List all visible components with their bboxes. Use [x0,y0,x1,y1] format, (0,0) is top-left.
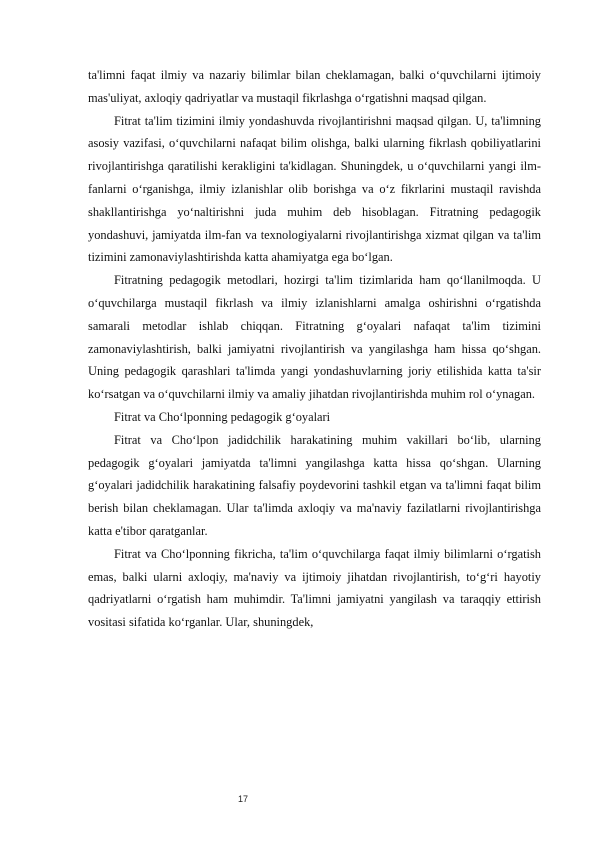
paragraph-fitrat-cholpon-views: Fitrat va Cho‘lponning fikricha, ta'lim o‘quvchilarga faqat ilmiy bilimlarni o‘rgatish emas, balki ularni axloqiy, ma'naviy va ijtimoiy jihatdan rivojlantirish, to‘g‘ri hayotiy qadriyatlarni o‘rgatish ham muhimdir. Ta'limni jamiyatni yangilash va taraqqiy ettirish vositasi sifatida ko‘rganlar. Ular, shuningdek, [88,546,541,630]
paragraph-fitrat-cholpon-jadid: Fitrat va Cho‘lpon jadidchilik harakatining muhim vakillari bo‘lib, ularning pedagogik g‘oyalari jamiyatda ta'limni yangilashga katta hissa qo‘shgan. Ularning g‘oyalari jadidchilik harakatining falsafiy poydevorini tashkil etgan va ta'limni faqat bilim berish bilan cheklamagan. Ular ta'limda axloqiy va ma'naviy fazilatlarni rivojlantirishga katta e'tibor qaratganlar. [88,432,541,538]
page-number: 17 [238,794,249,804]
document-page [88,64,541,634]
section-heading: Fitrat va Cho‘lponning pedagogik g‘oyalari [114,409,331,424]
paragraph-fitrat-methods: Fitratning pedagogik metodlari, hozirgi ta'lim tizimlarida ham qo‘llanilmoqda. U o‘quvchilarga mustaqil fikrlash va ilmiy izlanishlarni amalga oshirishni o‘rgatishda samarali metodlar ishlab chiqqan. Fitratning g‘oyalari nafaqat ta'lim tizimini zamonaviylashtirish, balki jamiyatni rivojlantirish va yangilashga ham hissa qo‘shgan. Uning pedagogik qarashlari ta'limda yangi yondashuvlarning joriy etilishida katta ta'sir ko‘rsatgan va o‘quvchilarni ilmiy va amaliy jihatdan rivojlantirishda muhim rol o‘ynagan. [88,273,541,402]
paragraph-continuation: ta'limni faqat ilmiy va nazariy bilimlar bilan cheklamagan, balki o‘quvchilarni ijtimoiy mas'uliyat, axloqiy qadriyatlar va mustaqil fikrlashga o‘rgatishni maqsad qilgan. [88,68,541,105]
paragraph-fitrat-scientific-approach: Fitrat ta'lim tizimini ilmiy yondashuvda rivojlantirishni maqsad qilgan. U, ta'limning asosiy vazifasi, o‘quvchilarni nafaqat bilim olishga, balki ularning fikrlash qobiliyatlarini rivojlantirishga qaratilishi kerakligini ta'kidlagan. Shuningdek, u o‘quvchilarni yangi ilm-fanlarni o‘rganishga, ilmiy izlanishlar olib borishga va o‘z fikrlarini mustaqil ravishda shakllantirishga yo‘naltirishni juda muhim deb hisoblagan. Fitratning pedagogik yondashuvi, jamiyatda ilm-fan va texnologiyalarni rivojlantirishga xizmat qilgan va ta'lim tizimini zamonaviylashtirishda katta ahamiyatga ega bo‘lgan. [88,113,541,265]
